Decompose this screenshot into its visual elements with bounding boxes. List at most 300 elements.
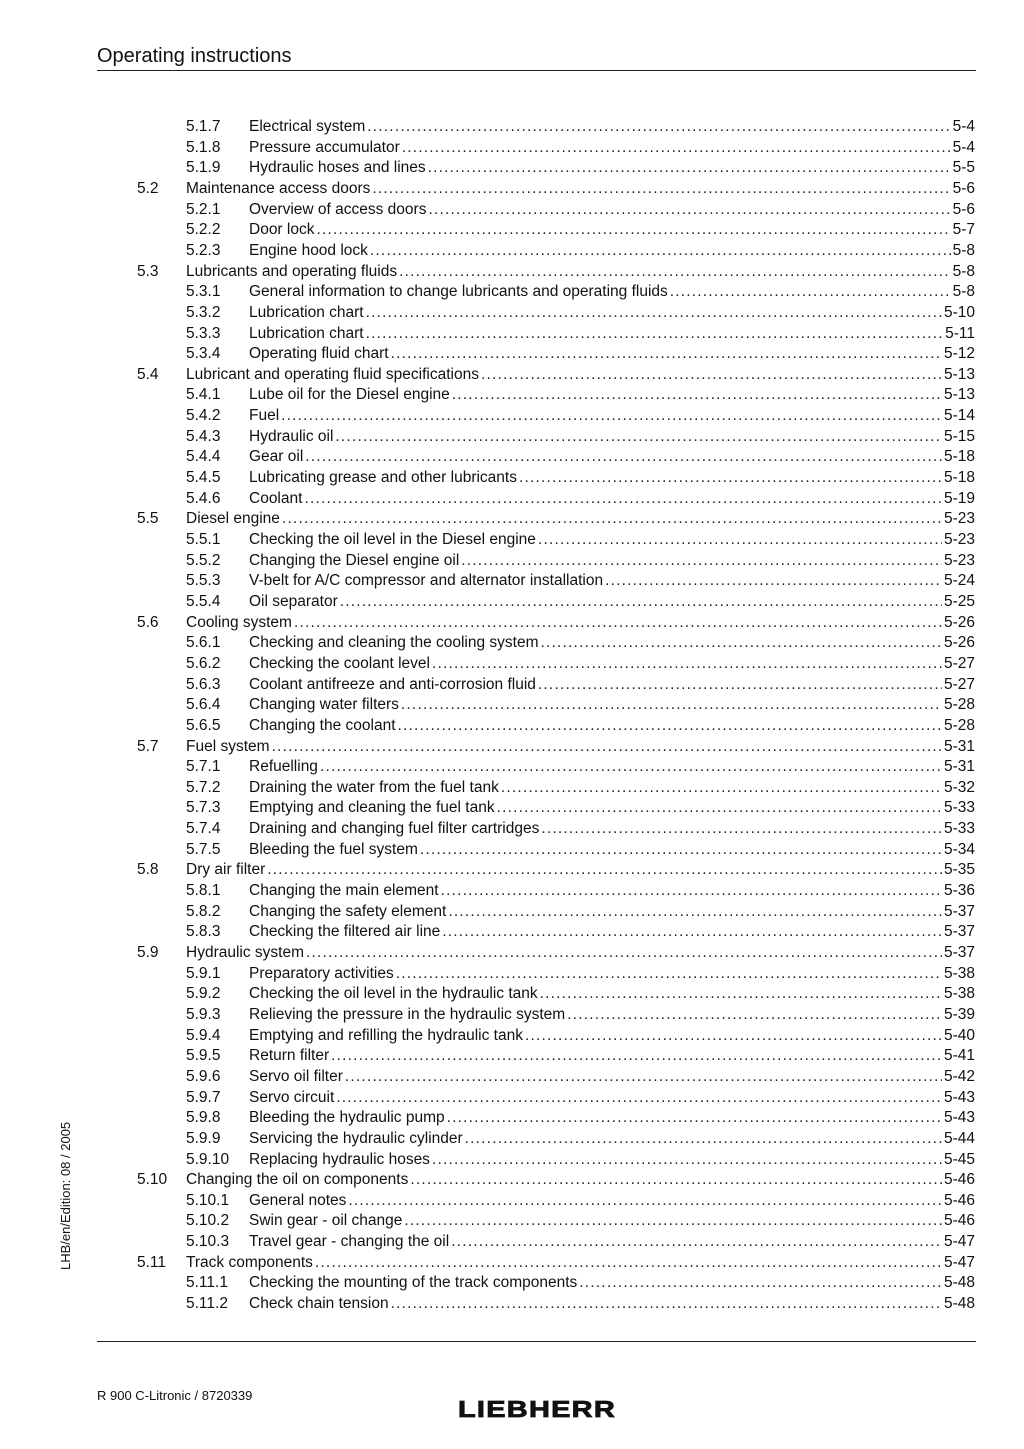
toc-dot-leader: [670, 282, 951, 303]
toc-section-title: Lubrication chart: [249, 303, 364, 321]
toc-section-title: Emptying and refilling the hydraulic tank: [249, 1026, 523, 1044]
toc-dot-leader: [420, 840, 942, 861]
toc-section-number: 5.7.5: [186, 840, 221, 858]
toc-section-number: 5.2.1: [186, 200, 221, 218]
toc-dot-leader: [432, 654, 942, 675]
toc-section-title: Changing the Diesel engine oil: [249, 551, 460, 569]
toc-entry: [0, 551, 1024, 572]
toc-section-number: 5.9.5: [186, 1047, 221, 1065]
toc-entry-body: [249, 984, 975, 1005]
toc-section-number: 5.6.4: [186, 696, 221, 714]
toc-section-title: Changing the coolant: [249, 716, 396, 734]
toc-page-number: 5-31: [943, 758, 975, 776]
toc-dot-leader: [366, 303, 942, 324]
toc-entry-body: [249, 220, 975, 241]
toc-entry: [0, 1129, 1024, 1150]
toc-section-number: 5.2: [137, 179, 159, 197]
toc-page-number: 5-6: [952, 179, 975, 197]
toc-section-number: 5.5.3: [186, 572, 221, 590]
toc-dot-leader: [281, 406, 942, 427]
toc-dot-leader: [540, 984, 942, 1005]
toc-section-number: 5.9.9: [186, 1129, 221, 1147]
toc-entry-body: [249, 447, 975, 468]
toc-dot-leader: [335, 427, 942, 448]
toc-entry: [0, 675, 1024, 696]
toc-section-title: Bleeding the hydraulic pump: [249, 1109, 445, 1127]
toc-dot-leader: [428, 158, 951, 179]
toc-page-number: 5-25: [943, 592, 975, 610]
toc-entry-body: [249, 757, 975, 778]
toc-dot-leader: [304, 489, 942, 510]
toc-dot-leader: [315, 1253, 942, 1274]
toc-page-number: 5-35: [943, 861, 975, 879]
toc-entry-body: [249, 468, 975, 489]
toc-entry: [0, 943, 1024, 964]
toc-section-number: 5.8.2: [186, 902, 221, 920]
toc-section-title: Hydraulic oil: [249, 427, 334, 445]
toc-section-number: 5.6: [137, 613, 159, 631]
toc-dot-leader: [345, 1067, 942, 1088]
toc-entry-body: [249, 778, 975, 799]
toc-page-number: 5-15: [943, 427, 975, 445]
toc-page-number: 5-13: [943, 365, 975, 383]
toc-entry: [0, 860, 1024, 881]
toc-section-number: 5.11: [137, 1253, 167, 1271]
toc-entry-body: [249, 1088, 975, 1109]
toc-page-number: 5-48: [943, 1274, 975, 1292]
toc-page-number: 5-38: [943, 964, 975, 982]
toc-section-number: 5.3.1: [186, 283, 221, 301]
toc-entry: [0, 1046, 1024, 1067]
toc-page-number: 5-39: [943, 1005, 975, 1023]
toc-section-title: Hydraulic hoses and lines: [249, 159, 426, 177]
toc-entry: [0, 1088, 1024, 1109]
toc-section-number: 5.9.10: [186, 1150, 230, 1168]
toc-dot-leader: [497, 798, 942, 819]
toc-page-number: 5-47: [943, 1233, 975, 1251]
toc-page-number: 5-5: [952, 159, 975, 177]
toc-entry-body: [249, 1067, 975, 1088]
toc-section-number: 5.1.9: [186, 159, 221, 177]
toc-page-number: 5-24: [943, 572, 975, 590]
toc-entry-body: [249, 344, 975, 365]
toc-entry: [0, 654, 1024, 675]
toc-entry: [0, 241, 1024, 262]
toc-section-number: 5.3.3: [186, 324, 221, 342]
toc-entry-body: [249, 427, 975, 448]
toc-section-title: Pressure accumulator: [249, 138, 400, 156]
toc-section-number: 5.9.7: [186, 1088, 221, 1106]
toc-section-title: Draining and changing fuel filter cartridges: [249, 820, 540, 838]
toc-entry-body: [249, 1046, 975, 1067]
toc-section-number: 5.4: [137, 365, 159, 383]
toc-page-number: 5-23: [943, 531, 975, 548]
toc-page-number: 5-40: [943, 1026, 975, 1044]
toc-section-title: V-belt for A/C compressor and alternator installation: [249, 572, 604, 590]
toc-section-title: Lubricating grease and other lubricants: [249, 469, 517, 487]
toc-section-number: 5.6.5: [186, 716, 221, 734]
toc-page-number: 5-7: [952, 221, 975, 239]
toc-entry-body: [249, 1294, 975, 1315]
toc-section-title: Diesel engine: [186, 510, 280, 528]
page-title: Operating instructions: [97, 45, 292, 67]
toc-section-title: Checking the filtered air line: [249, 923, 441, 941]
toc-entry-body: [249, 633, 975, 654]
toc-dot-leader: [306, 943, 942, 964]
toc-section-number: 5.9.2: [186, 985, 221, 1003]
toc-page-number: 5-46: [943, 1212, 975, 1230]
toc-entry-body: [249, 1005, 975, 1026]
toc-entry: [0, 1150, 1024, 1171]
toc-page-number: 5-33: [943, 799, 975, 817]
toc-entry: [0, 530, 1024, 551]
toc-dot-leader: [340, 592, 942, 613]
toc-entry-body: [249, 117, 975, 138]
liebherr-logo-text: LIEBHERR: [458, 1398, 616, 1420]
toc-section-title: Cooling system: [186, 613, 292, 631]
toc-entry-body: [249, 1129, 975, 1150]
toc-section-title: Fuel: [249, 407, 280, 425]
toc-entry: [0, 262, 1024, 283]
toc-section-title: Engine hood lock: [249, 241, 368, 259]
toc-section-title: Relieving the pressure in the hydraulic system: [249, 1005, 566, 1023]
toc-entry: [0, 468, 1024, 489]
toc-section-number: 5.2.3: [186, 241, 221, 259]
toc-entry-body: [186, 509, 975, 530]
toc-section-title: Checking the mounting of the track components: [249, 1274, 578, 1292]
toc-section-number: 5.9.1: [186, 964, 221, 982]
footer-divider: [97, 1341, 976, 1342]
toc-page-number: 5-13: [943, 386, 975, 404]
toc-section-title: Lube oil for the Diesel engine: [249, 386, 450, 404]
toc-page-number: 5-46: [943, 1191, 975, 1209]
footer-model-number: R 900 C-Litronic / 8720339: [97, 1388, 253, 1403]
toc-page-number: 5-42: [943, 1067, 975, 1085]
toc-page-number: 5-26: [943, 634, 975, 652]
toc-entry: [0, 881, 1024, 902]
toc-section-number: 5.8.1: [186, 882, 221, 900]
toc-dot-leader: [391, 344, 942, 365]
toc-entry: [0, 1170, 1024, 1191]
toc-section-title: Refuelling: [249, 758, 318, 776]
toc-section-title: Bleeding the fuel system: [249, 840, 418, 858]
toc-dot-leader: [605, 571, 942, 592]
toc-section-title: Lubricant and operating fluid specifications: [186, 365, 479, 383]
toc-entry: [0, 737, 1024, 758]
toc-section-number: 5.6.1: [186, 634, 221, 652]
toc-dot-leader: [399, 262, 950, 283]
toc-section-number: 5.9.6: [186, 1067, 221, 1085]
toc-page-number: 5-33: [943, 820, 975, 838]
toc-entry: [0, 613, 1024, 634]
toc-page-number: 5-27: [943, 654, 975, 672]
toc-section-title: Servo oil filter: [249, 1067, 343, 1085]
toc-section-title: Changing the main element: [249, 882, 439, 900]
toc-entry-body: [249, 592, 975, 613]
toc-section-number: 5.5.2: [186, 551, 221, 569]
toc-section-title: Track components: [186, 1253, 313, 1271]
toc-section-title: Dry air filter: [186, 861, 266, 879]
toc-entry: [0, 1273, 1024, 1294]
toc-section-number: 5.6.3: [186, 675, 221, 693]
toc-page-number: 5-32: [943, 778, 975, 796]
toc-page-number: 5-12: [943, 345, 975, 363]
toc-dot-leader: [305, 447, 942, 468]
toc-section-title: Gear oil: [249, 448, 304, 466]
toc-section-title: General information to change lubricants and operating fluids: [249, 283, 668, 301]
toc-entry-body: [249, 489, 975, 510]
toc-section-title: Hydraulic system: [186, 944, 304, 961]
toc-entry-body: [249, 324, 975, 345]
edition-note: LHB/en/Edition: 08 / 2005: [58, 1121, 73, 1270]
toc-section-title: Coolant antifreeze and anti-corrosion fluid: [249, 675, 536, 693]
toc-section-number: 5.10.3: [186, 1233, 230, 1251]
toc-page-number: 5-8: [952, 262, 975, 280]
toc-section-title: Checking the oil level in the hydraulic tank: [249, 985, 538, 1003]
toc-entry-body: [249, 551, 975, 572]
toc-dot-leader: [294, 613, 942, 634]
toc-dot-leader: [481, 365, 942, 386]
toc-dot-leader: [519, 468, 942, 489]
toc-entry: [0, 117, 1024, 138]
toc-entry: [0, 840, 1024, 861]
toc-section-number: 5.4.1: [186, 386, 221, 404]
toc-entry: [0, 1108, 1024, 1129]
toc-section-number: 5.6.2: [186, 654, 221, 672]
toc-entry-body: [249, 200, 975, 221]
toc-entry-body: [186, 1170, 975, 1191]
liebherr-logo: [457, 1398, 617, 1420]
toc-section-title: Maintenance access doors: [186, 179, 371, 197]
toc-page-number: 5-8: [952, 283, 975, 301]
toc-section-title: Overview of access doors: [249, 200, 427, 218]
toc-dot-leader: [282, 509, 942, 530]
toc-dot-leader: [461, 551, 942, 572]
toc-section-title: Preparatory activities: [249, 964, 394, 982]
toc-entry-body: [186, 262, 975, 283]
toc-dot-leader: [525, 1026, 942, 1047]
toc-page-number: 5-28: [943, 716, 975, 734]
toc-section-number: 5.9: [137, 944, 159, 961]
toc-section-number: 5.4.6: [186, 489, 221, 507]
toc-section-number: 5.9.8: [186, 1109, 221, 1127]
toc-dot-leader: [465, 1129, 942, 1150]
toc-entry-body: [249, 1211, 975, 1232]
toc-section-title: Emptying and cleaning the fuel tank: [249, 799, 495, 817]
toc-section-number: 5.5: [137, 510, 159, 528]
toc-page-number: 5-27: [943, 675, 975, 693]
toc-page-number: 5-37: [943, 902, 975, 920]
toc-entry-body: [249, 406, 975, 427]
toc-dot-leader: [567, 1005, 942, 1026]
toc-page-number: 5-28: [943, 696, 975, 714]
toc-entry: [0, 1211, 1024, 1232]
toc-entry: [0, 1253, 1024, 1274]
toc-entry-body: [249, 158, 975, 179]
toc-dot-leader: [272, 737, 942, 758]
header-divider: [97, 70, 976, 71]
toc-section-number: 5.3: [137, 262, 159, 280]
toc-page-number: 5-31: [943, 737, 975, 755]
toc-entry-body: [249, 798, 975, 819]
toc-section-title: Check chain tension: [249, 1295, 389, 1313]
toc-entry-body: [249, 282, 975, 303]
toc-page-number: 5-23: [943, 551, 975, 569]
toc-entry-body: [249, 571, 975, 592]
toc-entry: [0, 158, 1024, 179]
toc-dot-leader: [432, 1150, 942, 1171]
toc-page-number: 5-18: [943, 448, 975, 466]
toc-entry: [0, 365, 1024, 386]
toc-entry-body: [186, 737, 975, 758]
toc-section-title: Servo circuit: [249, 1088, 335, 1106]
toc-page-number: 5-19: [943, 489, 975, 507]
toc-dot-leader: [579, 1273, 942, 1294]
toc-entry: [0, 984, 1024, 1005]
toc-entry-body: [249, 964, 975, 985]
toc-entry-body: [249, 1191, 975, 1212]
toc-section-title: Oil separator: [249, 592, 338, 610]
toc-dot-leader: [372, 179, 950, 200]
toc-dot-leader: [398, 716, 942, 737]
toc-dot-leader: [538, 675, 942, 696]
toc-section-number: 5.5.1: [186, 531, 221, 548]
toc-entry: [0, 592, 1024, 613]
toc-dot-leader: [541, 819, 942, 840]
toc-entry: [0, 716, 1024, 737]
toc-page-number: 5-46: [943, 1171, 975, 1189]
toc-section-title: Travel gear - changing the oil: [249, 1233, 450, 1251]
toc-dot-leader: [442, 922, 942, 943]
toc-dot-leader: [447, 1108, 942, 1129]
toc-dot-leader: [441, 881, 942, 902]
toc-dot-leader: [336, 1088, 942, 1109]
toc-section-number: 5.4.2: [186, 407, 221, 425]
toc-entry-body: [249, 902, 975, 923]
toc-section-title: Replacing hydraulic hoses: [249, 1150, 430, 1168]
toc-entry-body: [186, 613, 975, 634]
toc-section-number: 5.11.1: [186, 1274, 228, 1292]
toc-entry: [0, 489, 1024, 510]
toc-entry-body: [186, 365, 975, 386]
toc-section-title: Checking and cleaning the cooling system: [249, 634, 539, 652]
toc-section-title: Lubrication chart: [249, 324, 364, 342]
toc-dot-leader: [501, 778, 942, 799]
toc-dot-leader: [451, 1232, 942, 1253]
toc-entry-body: [249, 1232, 975, 1253]
toc-dot-leader: [320, 757, 942, 778]
toc-entry: [0, 1232, 1024, 1253]
toc-section-title: Return filter: [249, 1047, 330, 1065]
toc-page-number: 5-36: [943, 882, 975, 900]
toc-entry: [0, 695, 1024, 716]
toc-page-number: 5-4: [952, 118, 975, 135]
toc-page-number: 5-34: [943, 840, 975, 858]
toc-dot-leader: [402, 138, 951, 159]
toc-entry: [0, 447, 1024, 468]
toc-entry-body: [186, 943, 975, 964]
toc-page-number: 5-14: [943, 407, 975, 425]
toc-page-number: 5-48: [943, 1295, 975, 1313]
toc-entry-body: [249, 1026, 975, 1047]
toc-entry: [0, 344, 1024, 365]
toc-entry: [0, 1191, 1024, 1212]
toc-section-number: 5.10.2: [186, 1212, 230, 1230]
toc-dot-leader: [428, 200, 950, 221]
toc-page-number: 5-11: [945, 324, 975, 342]
toc-section-title: Draining the water from the fuel tank: [249, 778, 499, 796]
toc-entry: [0, 427, 1024, 448]
toc-entry-body: [249, 840, 975, 861]
toc-entry-body: [186, 1253, 975, 1274]
toc-dot-leader: [448, 902, 942, 923]
toc-entry: [0, 220, 1024, 241]
toc-section-number: 5.7: [137, 737, 159, 755]
toc-entry-body: [249, 881, 975, 902]
toc-entry: [0, 138, 1024, 159]
toc-section-number: 5.10: [137, 1171, 168, 1189]
toc-section-number: 5.5.4: [186, 592, 221, 610]
toc-section-number: 5.10.1: [186, 1191, 230, 1209]
toc-page-number: 5-43: [943, 1088, 975, 1106]
toc-entry: [0, 1294, 1024, 1315]
toc-section-title: Fuel system: [186, 737, 270, 755]
toc-entry-body: [186, 179, 975, 200]
toc-entry: [0, 902, 1024, 923]
toc-section-number: 5.2.2: [186, 221, 221, 239]
toc-entry: [0, 282, 1024, 303]
toc-page-number: 5-38: [943, 985, 975, 1003]
toc-page-number: 5-47: [943, 1253, 975, 1271]
toc-section-number: 5.11.2: [186, 1295, 228, 1313]
toc-entry-body: [249, 303, 975, 324]
toc-entry: [0, 633, 1024, 654]
toc-section-number: 5.4.5: [186, 469, 221, 487]
toc-entry-body: [249, 1273, 975, 1294]
toc-entry: [0, 571, 1024, 592]
toc-entry: [0, 179, 1024, 200]
toc-page-number: 5-23: [943, 510, 975, 528]
toc-section-number: 5.7.2: [186, 778, 221, 796]
toc-section-title: Changing the safety element: [249, 902, 447, 920]
toc-section-title: Door lock: [249, 221, 315, 239]
toc-section-title: Changing water filters: [249, 696, 399, 714]
toc-section-number: 5.1.8: [186, 138, 221, 156]
toc-section-number: 5.3.2: [186, 303, 221, 321]
toc-section-number: 5.4.3: [186, 427, 221, 445]
toc-dot-leader: [348, 1191, 942, 1212]
toc-section-title: Changing the oil on components: [186, 1171, 409, 1189]
toc-entry-body: [249, 695, 975, 716]
toc-dot-leader: [370, 241, 951, 262]
toc-entry-body: [249, 716, 975, 737]
toc-dot-leader: [541, 633, 942, 654]
toc-entry: [0, 1005, 1024, 1026]
toc-entry: [0, 819, 1024, 840]
toc-entry: [0, 1026, 1024, 1047]
toc-page-number: 5-41: [943, 1047, 975, 1065]
toc-entry: [0, 1067, 1024, 1088]
toc-entry: [0, 324, 1024, 345]
toc-entry: [0, 778, 1024, 799]
toc-section-number: 5.4.4: [186, 448, 221, 466]
toc-dot-leader: [316, 220, 950, 241]
toc-page-number: 5-6: [952, 200, 975, 218]
toc-page-number: 5-37: [943, 944, 975, 961]
toc-entry: [0, 385, 1024, 406]
toc-section-number: 5.7.3: [186, 799, 221, 817]
toc-dot-leader: [404, 1211, 942, 1232]
